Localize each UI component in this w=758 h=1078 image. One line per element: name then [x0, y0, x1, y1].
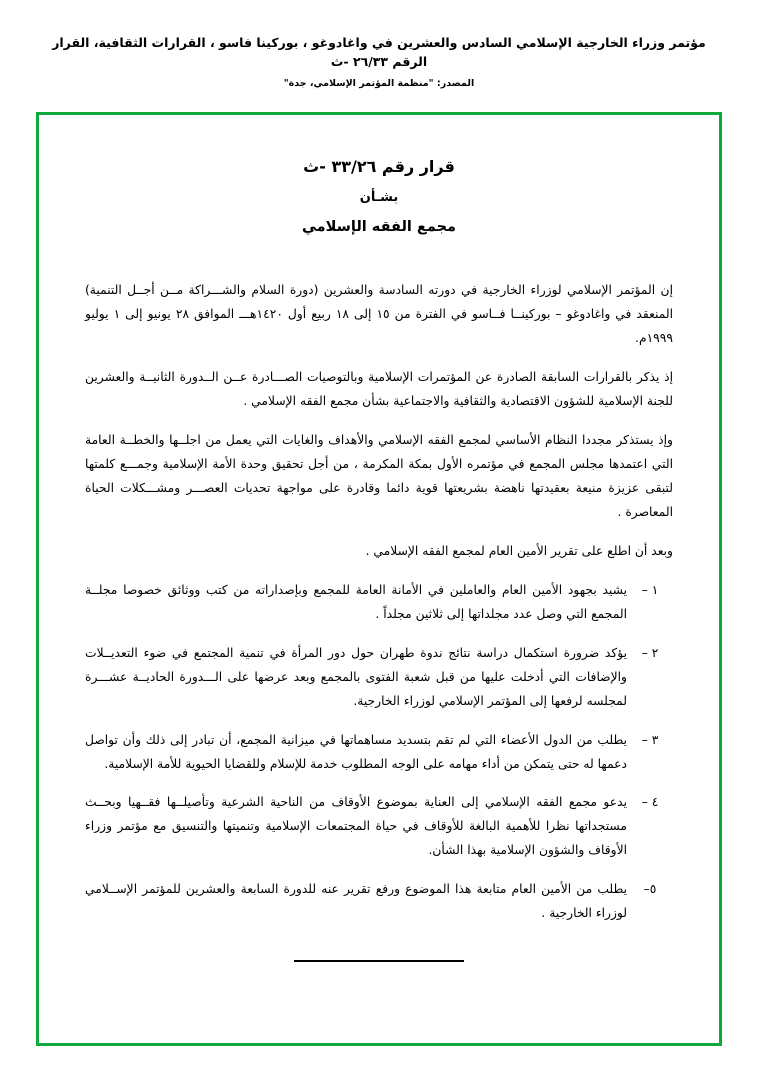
end-rule [294, 960, 464, 962]
clause-text: يطلب من الأمين العام متابعة هذا الموضوع ورفع تقرير عنه للدورة السابعة والعشرين للمؤتمر الإســلامي لوزراء الخارجية . [85, 882, 627, 921]
header-title: مؤتمر وزراء الخارجية الإسلامي السادس والعشرين في واغادوغو ، بوركينا فاسو ، القرارات الثقافية، القرار الرقم ٢٦/٣٣ -ث [52, 35, 706, 69]
header-source: المصدر: "منظمة المؤتمر الإسلامي، جدة" [283, 77, 475, 89]
clause-number: ١ – [641, 582, 659, 597]
clause-number: ٢ – [641, 645, 659, 660]
resolution-subject: مجمع الفقه الإسلامي [301, 219, 456, 235]
document-frame [36, 112, 722, 1046]
clause-number: ٤ – [641, 795, 659, 810]
paragraph-preamble-1: إن المؤتمر الإسلامي لوزراء الخارجية في دورته السادسة والعشرين (دورة السلام والشـــراكة مــن أجــل التنمية) المنعقد في واغادوغو – بوركينــا فــاسو في الفترة من ١٥ إلى ١٨ ربيع أول ١٤٢٠هـــ الموافق ٢٨ يونيو إلى ١ يوليو ١٩٩٩م. [85, 283, 674, 345]
resolution-number: قرار رقم ٣٣/٢٦ -ث [303, 157, 455, 176]
clause-number: ٥– [643, 882, 657, 897]
resolution-regarding-label: بشـأن [359, 190, 399, 205]
paragraph-preamble-3: وإذ يستذكر مجددا النظام الأساسي لمجمع الفقه الإسلامي والأهداف والغايات التي يعمل من اجلــها والخطــة العامة التي اعتمدها مجلس المجمع في مؤتمره الأول بمكة المكرمة ، من أجل تحقيق وحدة الأمة الإسلامية وجمـــع كلمتها لتبقى عزيزة منيعة بعقيدتها ناهضة بشريعتها قوية دائما وقادرة على مواجهة تحديات العصـــر ومشـــكلات الحياة المعاصرة . [85, 432, 673, 519]
clause-text: يدعو مجمع الفقه الإسلامي إلى العناية بموضوع الأوقاف من الناحية الشرعية وتأصيلــها فقــهيا وبحــث مستجداتها نظرا للأهمية البالغة للأوقاف في حياة المجتمعات الإسلامية وتنميتها والتنسيق مع مؤتمر وزراء الأوقاف والشؤون الإسلامية بهذا الشأن. [85, 795, 627, 858]
clause-text: يطلب من الدول الأعضاء التي لم تقم بتسديد مساهماتها في ميزانية المجمع، أن تبادر إلى ذلك وأن تواصل دعمها له حتى يتمكن من أداء مهامه على الوجه المطلوب خدمة للإسلام وللقضايا الحيوية للأمة الإسلامية. [85, 732, 627, 771]
list-item [85, 579, 673, 627]
paragraph-preamble-4: وبعد أن اطلع على تقرير الأمين العام لمجمع الفقه الإسلامي . [365, 543, 673, 558]
page-header [0, 0, 758, 89]
document-body [39, 115, 719, 1043]
paragraph-preamble-2: إذ يذكر بالقرارات السابقة الصادرة عن المؤتمرات الإسلامية وبالتوصيات الصـــادرة عــن الــدورة الثانيــة والعشرين للجنة الإسلامية للشؤون الاقتصادية والثقافية والاجتماعية بشأن مجمع الفقه الإسلامي . [85, 369, 673, 408]
list-item [85, 791, 673, 863]
resolution-title-group [85, 157, 673, 235]
clause-list [85, 579, 673, 927]
list-item [85, 729, 673, 777]
clause-number: ٣ – [641, 732, 659, 747]
list-item [85, 642, 673, 714]
clause-text: يشيد بجهود الأمين العام والعاملين في الأمانة العامة للمجمع وبإصداراته من كتب ووثائق خصوصا مجلــة المجمع التي وصل عدد مجلداتها إلى ثلاثين مجلداً . [85, 582, 627, 621]
clause-text: يؤكد ضرورة استكمال دراسة نتائج ندوة طهران حول دور المرأة في تنمية المجتمع في ضوء التعديــلات والإضافات التي أدخلت عليها من قبل شعبة الفتوى بالمجمع وبعد عرضها على الـــدورة الحاديــة عشـــرة لمجلسه لرفعها إلى المؤتمر الإسلامي لوزراء الخارجية. [85, 645, 627, 708]
list-item [85, 878, 673, 926]
